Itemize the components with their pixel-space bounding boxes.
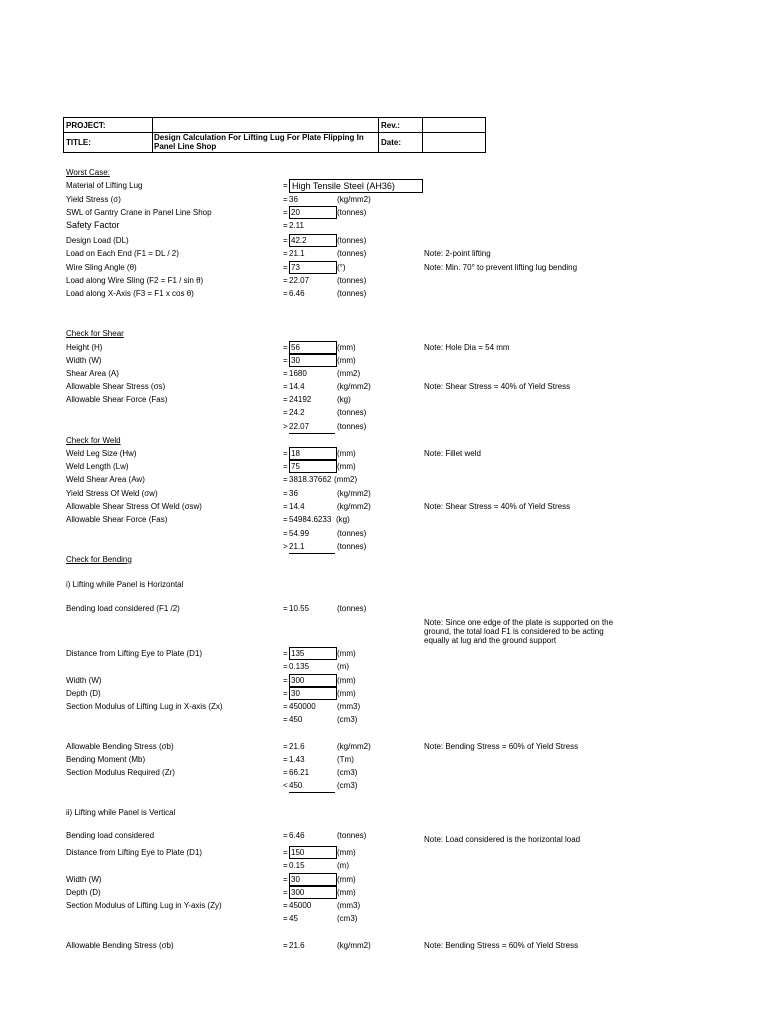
row-label: Section Modulus of Lifting Lug in X-axis (Zx) <box>66 702 223 711</box>
row-label: Section Modulus Required (Zr) <box>66 768 175 777</box>
row-shear-compare <box>0 420 768 433</box>
case1-note: Note: Since one edge of the plate is supported on the ground, the total load F1 is considered to be acting equally at lug and the ground support <box>424 618 614 645</box>
row-value: 54.99 <box>289 529 310 538</box>
row-value: 3818.37662 <box>289 475 332 484</box>
row-distance-m-2 <box>0 859 768 872</box>
row-weld-compare <box>0 540 768 553</box>
row-note: Note: Shear Stress = 40% of Yield Stress <box>424 382 571 391</box>
equals-sign: = <box>283 221 288 230</box>
row-label: Section Modulus of Lifting Lug in Y-axis (Zy) <box>66 901 222 910</box>
row-section-modulus-req <box>0 766 768 779</box>
row-unit: (kg/mm2) <box>337 742 371 751</box>
row-value: 450 <box>289 715 303 724</box>
equals-sign: = <box>283 914 288 923</box>
row-unit: (tonnes) <box>337 289 367 298</box>
row-label: Allowable Shear Force (Fas) <box>66 395 168 404</box>
row-label: Safety Factor <box>66 220 120 230</box>
row-unit: (m) <box>337 861 349 870</box>
greater-than-sign: > <box>283 422 288 431</box>
row-bending-load-2 <box>0 829 768 842</box>
equals-sign: = <box>283 831 288 840</box>
row-weld-allow-stress <box>0 500 768 513</box>
worst-case-heading: Worst Case: <box>66 168 110 177</box>
row-unit: (kg/mm2) <box>337 489 371 498</box>
row-bend-depth <box>0 687 768 700</box>
row-value: 10.55 <box>289 604 310 613</box>
equals-sign: = <box>283 715 288 724</box>
row-label: Height (H) <box>66 343 103 352</box>
distance-input[interactable]: 150 <box>289 846 337 859</box>
row-value: 21.1 <box>289 249 305 258</box>
equals-sign: = <box>283 689 288 698</box>
row-value: 22.07 <box>289 276 310 285</box>
row-label: Distance from Lifting Eye to Plate (D1) <box>66 848 203 857</box>
row-unit: (Tm) <box>337 755 354 764</box>
row-label: Allowable Shear Stress (σs) <box>66 382 166 391</box>
row-unit: (mm) <box>337 848 356 857</box>
shear-heading: Check for Shear <box>66 329 124 338</box>
document-title: Design Calculation For Lifting Lug For Plate Flipping In Panel Line Shop <box>154 133 364 151</box>
row-unit: (tonnes) <box>337 604 367 613</box>
row-value: 1.43 <box>289 755 305 764</box>
row-value: 0.135 <box>289 662 310 671</box>
row-unit: (kg) <box>337 395 351 404</box>
row-unit: (kg/mm2) <box>337 941 371 950</box>
row-value: 45 <box>289 914 298 923</box>
row-section-modulus-y <box>0 899 768 912</box>
row-allow-bend-stress-1 <box>0 740 768 753</box>
row-weld-area <box>0 473 768 486</box>
case2-heading: ii) Lifting while Panel is Vertical <box>66 808 176 817</box>
row-label: Bending Moment (Mb) <box>66 755 146 764</box>
row-value: 1680 <box>289 369 307 378</box>
row-unit: (mm) <box>337 356 356 365</box>
weld-leg-input[interactable]: 18 <box>289 447 337 460</box>
section-heading-worst-case <box>0 166 768 179</box>
subheading-horizontal <box>0 578 768 591</box>
row-note: Note: Shear Stress = 40% of Yield Stress <box>424 502 571 511</box>
equals-sign: = <box>283 395 288 404</box>
row-width <box>0 354 768 367</box>
depth-input[interactable]: 30 <box>289 687 337 700</box>
row-weld-length <box>0 460 768 473</box>
row-weld-yield <box>0 487 768 500</box>
row-distance-d1-2 <box>0 846 768 859</box>
row-unit: (mm2) <box>337 369 361 378</box>
row-bend-width <box>0 674 768 687</box>
row-label: Design Load (DL) <box>66 236 129 245</box>
equals-sign: = <box>283 768 288 777</box>
row-label: Weld Length (Lw) <box>66 462 129 471</box>
row-weld-tonnes <box>0 527 768 540</box>
row-label: Allowable Shear Stress Of Weld (σsw) <box>66 502 202 511</box>
row-label: Bending load considered <box>66 831 155 840</box>
row-unit: (mm) <box>337 689 356 698</box>
row-bending-load <box>0 602 768 615</box>
row-safety-factor <box>0 219 768 232</box>
row-label: Width (W) <box>66 875 102 884</box>
row-section-modulus-x-cm <box>0 713 768 726</box>
row-value: 450000 <box>289 702 316 711</box>
equals-sign: = <box>283 356 288 365</box>
row-unit: (tonnes) <box>337 831 367 840</box>
row-note: Note: Bending Stress = 60% of Yield Stress <box>424 742 579 751</box>
row-label: Material of Lifting Lug <box>66 181 143 190</box>
header-cell-project-value[interactable] <box>152 117 379 133</box>
equals-sign: = <box>283 848 288 857</box>
width-input[interactable]: 30 <box>289 873 337 886</box>
row-label: Wire Sling Angle (θ) <box>66 263 137 272</box>
row-unit: (tonnes) <box>337 208 367 217</box>
row-value: 450 <box>289 779 335 793</box>
equals-sign: = <box>283 649 288 658</box>
row-unit: (kg/mm2) <box>337 382 371 391</box>
section-heading-bending <box>0 553 768 566</box>
row-value: 21.6 <box>289 742 305 751</box>
section-heading-shear <box>0 327 768 340</box>
row-unit: (kg) <box>336 515 350 524</box>
row-value: 54984.6233 <box>289 515 332 524</box>
row-note: Note: Bending Stress = 60% of Yield Stress <box>424 941 579 950</box>
row-unit: (mm2) <box>334 475 358 484</box>
row-unit: (mm) <box>337 676 356 685</box>
equals-sign: = <box>283 742 288 751</box>
sling-angle-input[interactable]: 73 <box>289 261 337 274</box>
depth-input[interactable]: 300 <box>289 886 337 899</box>
row-value: 0.15 <box>289 861 305 870</box>
row-unit: (mm3) <box>337 702 361 711</box>
row-label: Bending load considered (F1 /2) <box>66 604 180 613</box>
row-note: Note: Hole Dia = 54 mm <box>424 343 510 352</box>
row-section-modulus-compare <box>0 779 768 792</box>
rev-label: Rev.: <box>381 121 400 130</box>
equals-sign: = <box>283 941 288 950</box>
section-heading-weld <box>0 434 768 447</box>
date-label: Date: <box>381 138 402 147</box>
weld-heading: Check for Weld <box>66 436 121 445</box>
height-input[interactable]: 56 <box>289 341 337 354</box>
row-label: Depth (D) <box>66 689 101 698</box>
row-value: 36 <box>289 489 298 498</box>
row-label: Allowable Bending Stress (σb) <box>66 941 174 950</box>
equals-sign: = <box>283 875 288 884</box>
row-distance-m <box>0 660 768 673</box>
equals-sign: = <box>283 343 288 352</box>
equals-sign: = <box>283 449 288 458</box>
equals-sign: = <box>283 195 288 204</box>
row-unit: (tonnes) <box>337 408 367 417</box>
row-section-modulus-x <box>0 700 768 713</box>
row-unit: (mm) <box>337 343 356 352</box>
equals-sign: = <box>283 382 288 391</box>
row-allow-bend-stress-2 <box>0 939 768 952</box>
distance-input[interactable]: 135 <box>289 647 337 660</box>
row-note: Note: Min. 70° to prevent lifting lug bending <box>424 263 578 272</box>
row-unit: (mm3) <box>337 901 361 910</box>
row-unit: (mm) <box>337 875 356 884</box>
row-value: 36 <box>289 195 298 204</box>
row-value: 21.1 <box>289 540 335 554</box>
width-input[interactable]: 300 <box>289 674 337 687</box>
row-bending-moment <box>0 753 768 766</box>
row-label: Weld Leg Size (Hw) <box>66 449 137 458</box>
equals-sign: = <box>283 702 288 711</box>
row-label: Yield Stress Of Weld (σw) <box>66 489 158 498</box>
row-value: 24.2 <box>289 408 305 417</box>
equals-sign: = <box>283 888 288 897</box>
row-material <box>0 179 768 192</box>
row-label: Depth (D) <box>66 888 101 897</box>
row-value: 6.46 <box>289 289 305 298</box>
row-design-load <box>0 234 768 247</box>
row-height <box>0 341 768 354</box>
row-value: 66.21 <box>289 768 310 777</box>
row-shear-tonnes <box>0 406 768 419</box>
row-label: SWL of Gantry Crane in Panel Line Shop <box>66 208 212 217</box>
subheading-vertical <box>0 806 768 819</box>
row-label: Shear Area (A) <box>66 369 119 378</box>
row-unit: (m) <box>337 662 349 671</box>
row-weld-allow-force <box>0 513 768 526</box>
row-value: 2.11 <box>289 221 304 230</box>
row-unit: (tonnes) <box>337 529 367 538</box>
row-label: Load along X-Axis (F3 = F1 x cos θ) <box>66 289 194 298</box>
equals-sign: = <box>283 181 288 190</box>
row-value: 14.4 <box>289 502 305 511</box>
equals-sign: = <box>283 408 288 417</box>
material-input[interactable]: High Tensile Steel (AH36) <box>289 179 423 193</box>
row-label: Load along Wire Sling (F2 = F1 / sin θ) <box>66 276 204 285</box>
equals-sign: = <box>283 861 288 870</box>
width-input[interactable]: 30 <box>289 354 337 367</box>
header-cell-date-value[interactable] <box>422 132 486 153</box>
row-unit: (cm3) <box>337 768 358 777</box>
row-unit: (mm) <box>337 888 356 897</box>
row-unit: (cm3) <box>337 914 358 923</box>
row-label: Load on Each End (F1 = DL / 2) <box>66 249 179 258</box>
row-shear-area <box>0 367 768 380</box>
equals-sign: = <box>283 662 288 671</box>
row-note: Note: Load considered is the horizontal load <box>424 835 581 844</box>
row-load-sling <box>0 274 768 287</box>
equals-sign: = <box>283 462 288 471</box>
row-value: 6.46 <box>289 831 305 840</box>
row-label: Distance from Lifting Eye to Plate (D1) <box>66 649 203 658</box>
equals-sign: = <box>283 236 288 245</box>
row-unit: (tonnes) <box>337 249 367 258</box>
weld-length-input[interactable]: 75 <box>289 460 337 473</box>
row-unit: (tonnes) <box>337 236 367 245</box>
project-label: PROJECT: <box>66 121 106 130</box>
row-label: Allowable Shear Force (Fas) <box>66 515 168 524</box>
row-label: Allowable Bending Stress (σb) <box>66 742 174 751</box>
row-unit: (tonnes) <box>337 542 367 551</box>
row-unit: (°) <box>337 263 346 272</box>
row-yield-stress <box>0 193 768 206</box>
row-value: 21.6 <box>289 941 305 950</box>
row-label: Width (W) <box>66 356 102 365</box>
row-sling-angle <box>0 261 768 274</box>
row-note: Note: Fillet weld <box>424 449 481 458</box>
header-cell-rev-value[interactable] <box>422 117 486 133</box>
row-weld-leg <box>0 447 768 460</box>
row-note: Note: 2-point lifting <box>424 249 491 258</box>
equals-sign: = <box>283 249 288 258</box>
swl-input[interactable]: 20 <box>289 206 337 219</box>
row-bend-width-2 <box>0 873 768 886</box>
equals-sign: = <box>283 276 288 285</box>
row-label: Yield Stress (σ) <box>66 195 121 204</box>
equals-sign: = <box>283 529 288 538</box>
equals-sign: = <box>283 263 288 272</box>
title-label: TITLE: <box>66 138 91 147</box>
row-unit: (mm) <box>337 449 356 458</box>
row-unit: (mm) <box>337 649 356 658</box>
equals-sign: = <box>283 676 288 685</box>
design-load-input[interactable]: 42.2 <box>289 234 337 247</box>
row-load-x-axis <box>0 287 768 300</box>
row-section-modulus-y-cm <box>0 912 768 925</box>
row-unit: (kg/mm2) <box>337 502 371 511</box>
equals-sign: = <box>283 208 288 217</box>
equals-sign: = <box>283 755 288 764</box>
bending-heading: Check for Bending <box>66 555 132 564</box>
row-unit: (cm3) <box>337 781 358 790</box>
equals-sign: = <box>283 289 288 298</box>
row-value: 45000 <box>289 901 312 910</box>
equals-sign: = <box>283 901 288 910</box>
row-distance-d1 <box>0 647 768 660</box>
row-value: 14.4 <box>289 382 305 391</box>
row-value: 24192 <box>289 395 312 404</box>
row-allow-shear-force <box>0 393 768 406</box>
row-unit: (kg/mm2) <box>337 195 371 204</box>
equals-sign: = <box>283 475 288 484</box>
equals-sign: = <box>283 515 288 524</box>
case1-heading: i) Lifting while Panel is Horizontal <box>66 580 184 589</box>
row-unit: (cm3) <box>337 715 358 724</box>
equals-sign: = <box>283 369 288 378</box>
less-than-sign: < <box>283 781 288 790</box>
row-label: Weld Shear Area (Aw) <box>66 475 145 484</box>
row-allow-shear-stress <box>0 380 768 393</box>
greater-than-sign: > <box>283 542 288 551</box>
equals-sign: = <box>283 502 288 511</box>
row-swl <box>0 206 768 219</box>
row-unit: (tonnes) <box>337 276 367 285</box>
row-label: Width (W) <box>66 676 102 685</box>
row-value: 22.07 <box>289 420 335 434</box>
row-unit: (mm) <box>337 462 356 471</box>
row-load-each-end <box>0 247 768 260</box>
equals-sign: = <box>283 604 288 613</box>
row-bend-depth-2 <box>0 886 768 899</box>
equals-sign: = <box>283 489 288 498</box>
row-unit: (tonnes) <box>337 422 367 431</box>
